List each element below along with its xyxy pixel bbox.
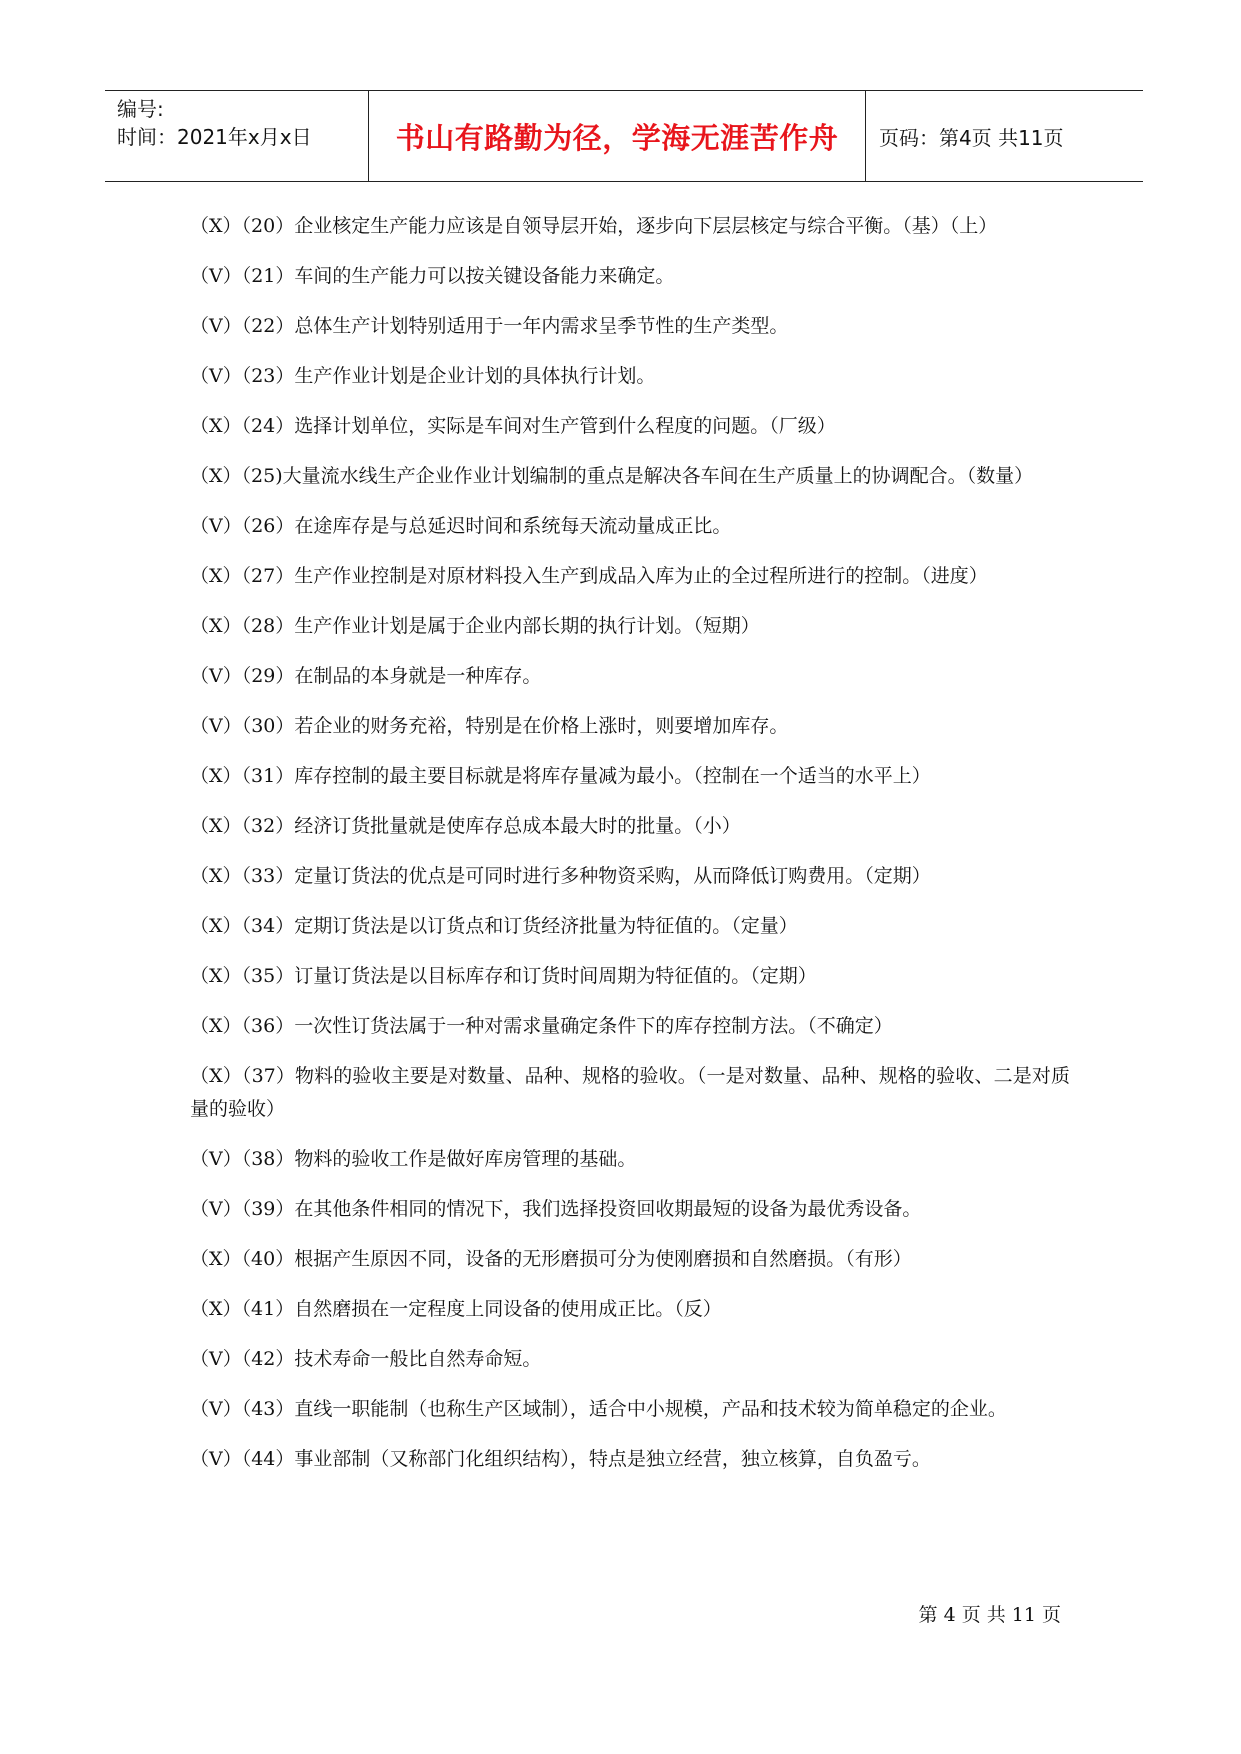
list-item: （X）（41）自然磨损在一定程度上同设备的使用成正比。（反） (190, 1298, 722, 1320)
header-motto-cell (369, 91, 866, 181)
list-item: （X）（28）生产作业计划是属于企业内部长期的执行计划。（短期） (190, 615, 760, 637)
list-item: （V）（38）物料的验收工作是做好库房管理的基础。 (190, 1148, 637, 1170)
page-footer (919, 1600, 1061, 1627)
page-label: 页码：第4页 共11页 (879, 125, 1064, 150)
list-item: （X）（33）定量订货法的优点是可同时进行多种物资采购，从而降低订购费用。（定期） (190, 865, 931, 887)
list-item: （X）（31）库存控制的最主要目标就是将库存量减为最小。（控制在一个适当的水平上） (190, 765, 931, 787)
list-item: （V）（39）在其他条件相同的情况下，我们选择投资回收期最短的设备为最优秀设备。 (190, 1198, 922, 1220)
number-label: 编号: (117, 97, 164, 121)
list-item: （X）（32）经济订货批量就是使库存总成本最大时的批量。（小） (190, 815, 741, 837)
header-meta (105, 91, 369, 181)
list-item: （V）（26）在途库存是与总延迟时间和系统每天流动量成正比。 (190, 515, 732, 537)
header-page-cell (866, 91, 1143, 181)
list-item: （V）（30）若企业的财务充裕，特别是在价格上涨时，则要增加库存。 (190, 715, 789, 737)
list-item: （X）（24）选择计划单位，实际是车间对生产管到什么程度的问题。（厂级） (190, 415, 836, 437)
time-label: 时间：2021年x月x日 (117, 125, 312, 149)
list-item: （X）（37）物料的验收主要是对数量、品种、规格的验收。（一是对数量、品种、规格的验收、二是对质量的验收） (190, 1065, 1070, 1120)
list-item: （V）（44）事业部制（又称部门化组织结构），特点是独立经营，独立核算，自负盈亏。 (190, 1448, 931, 1470)
list-item: （V）（21）车间的生产能力可以按关键设备能力来确定。 (190, 265, 675, 287)
question-list (190, 210, 1070, 1493)
list-item: （X）（35）订量订货法是以目标库存和订货时间周期为特征值的。（定期） (190, 965, 817, 987)
motto-text: 书山有路勤为径，学海无涯苦作舟 (395, 120, 839, 155)
page-header (105, 90, 1143, 182)
list-item: （X）（40）根据产生原因不同，设备的无形磨损可分为使刚磨损和自然磨损。（有形） (190, 1248, 912, 1270)
list-item: （V）（43）直线一职能制（也称生产区域制），适合中小规模，产品和技术较为简单稳定的企业。 (190, 1398, 1007, 1420)
list-item: （X）（20）企业核定生产能力应该是自领导层开始，逐步向下层层核定与综合平衡。（基）（上） (190, 215, 998, 237)
list-item: （V）（42）技术寿命一般比自然寿命短。 (190, 1348, 542, 1370)
list-item: （V）（22）总体生产计划特别适用于一年内需求呈季节性的生产类型。 (190, 315, 789, 337)
list-item: （X）（36）一次性订货法属于一种对需求量确定条件下的库存控制方法。（不确定） (190, 1015, 893, 1037)
list-item: （V）（29）在制品的本身就是一种库存。 (190, 665, 542, 687)
footer-page-number: 第 4 页 共 11 页 (918, 1604, 1061, 1626)
list-item: （X）（27）生产作业控制是对原材料投入生产到成品入库为止的全过程所进行的控制。（进度） (190, 565, 988, 587)
list-item: （X）（34）定期订货法是以订货点和订货经济批量为特征值的。（定量） (190, 915, 798, 937)
list-item: （V）（23）生产作业计划是企业计划的具体执行计划。 (190, 365, 656, 387)
list-item: （X）（25)大量流水线生产企业作业计划编制的重点是解决各车间在生产质量上的协调配合。（数量） (190, 465, 1034, 487)
